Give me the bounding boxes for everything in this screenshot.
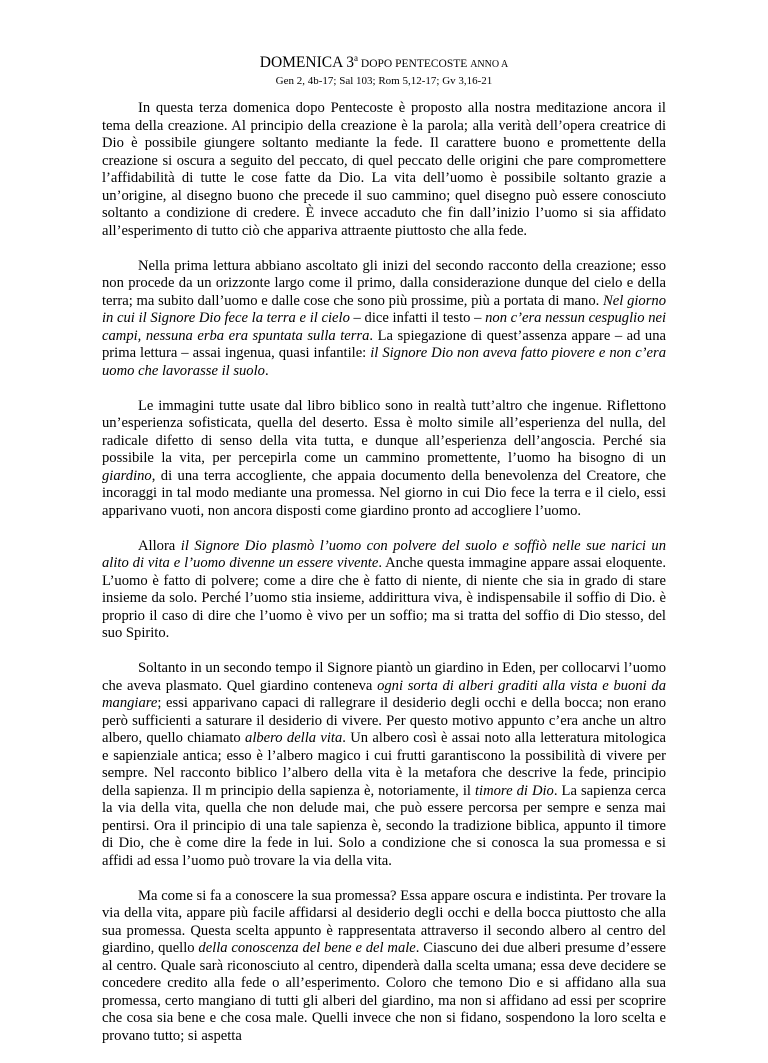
italic-quote: non c’era nessun cespuglio nei campi, nessuna erba era spuntata sulla terra	[102, 310, 667, 344]
paragraph	[102, 398, 666, 521]
title-rest: DOPO PENTECOSTE	[358, 58, 471, 70]
italic-quote: della conoscenza del bene e del male	[198, 940, 416, 956]
italic-quote: giardino	[102, 467, 152, 484]
text-run: . Anche questa immagine appare assai eloquente. L’uomo è fatto di polvere; come a dire che è fatto di niente, di niente che sia in grado di stare insieme da solo. Perché l’uomo stia insieme, addirittura viva, è indispensabile il soffio di Dio. è proprio il caso di dire che l’uomo è vivo per un soffio; ma si tratta del soffio di Dio stesso, del suo Spirito.	[102, 555, 666, 641]
text-run: In questa terza domenica dopo Pentecoste è proposto alla nostra meditazione ancora il tema della creazione. Al principio della creazione è la parola; alla verità dell’opera creatrice di Dio è possibile giungere soltanto mediante la fede. Il carattere buono e promettente della creazione si oscura a seguito del peccato, di quel peccato delle origini che pare compromettere l’affidabilità di tutte le cose fatte da Dio. La vita dell’uomo è possibile soltanto grazie a un’origine, al disegno buono che precede il suo cammino; quel disegno può essere conosciuto soltanto a condizione di credere. È invece accaduto che fin dall’inizio l’uomo si sia affidato all’esperimento di tutto ciò che appariva attraente piuttosto che alla fede.	[102, 100, 666, 239]
text-run: . La sapienza cerca la via della vita, quella che non delude mai, che può essere percorsa per sempre e senza mai pentirsi. Ora il principio di una tale sapienza è, secondo la tradizione biblica, appunto il timore di Dio, che è come dire la fede in lui. Solo a condizione che si conosca la sua promessa e si affidi ad essa l’uomo può trovare la via della vita.	[102, 782, 666, 869]
text-run: .	[264, 362, 269, 379]
title-year: ANNO A	[470, 59, 509, 70]
title-superscript: a	[354, 53, 359, 63]
paragraph	[102, 888, 666, 1046]
text-run: Soltanto in un secondo tempo il Signore piantò un giardino in Eden, per collocarvi l’uomo che aveva plasmato. Quel giardino conteneva	[102, 660, 666, 694]
page-title	[102, 49, 666, 74]
paragraph	[102, 100, 666, 240]
text-run: . Un albero così è assai noto alla letteratura mitologica e sapienziale antica; esso è l’albero magico i cui frutti garantiscono la possibilità di vivere per sempre. Nel racconto biblico l’albero della vita è la metafora che descrive la fede, principio della sapienza. Il m principio della sapienza è, notoriamente, il	[102, 730, 666, 799]
text-run: . La spiegazione di quest’assenza appare – ad una prima lettura – assai ingenua, quasi infantile:	[102, 327, 666, 361]
italic-quote: il Signore Dio plasmò l’uomo con polvere del suolo e soffiò nelle sue narici un alito di vita e l’uomo divenne un essere vivente	[102, 537, 666, 571]
text-run: , di una terra accogliente, che appaia documento della benevolenza del Creatore, che incoraggi in tal modo mediante una promessa. Nel giorno in cui Dio fece la terra e il cielo, essi apparivano vuoti, non ancora disposti come giardino pronto ad accogliere l’uomo.	[102, 467, 666, 519]
text-run: – dice infatti il testo –	[349, 310, 486, 326]
text-run: Ma come si fa a conoscere la sua promessa? Essa appare oscura e indistinta. Per trovare la via della vita, appare più facile affidarsi al desiderio degli occhi e della bocca piuttosto che alla sua promessa. Questa scelta appunto è rappresentata attraverso il secondo albero al centro del giardino, quello	[102, 887, 666, 956]
document-body	[102, 100, 666, 1045]
paragraph	[102, 660, 666, 870]
italic-quote: il Signore Dio non aveva fatto piovere e non c’era uomo che lavorasse il suolo	[102, 345, 666, 379]
text-run: ; essi apparivano capaci di rallegrare il desiderio degli occhi e della bocca; non erano però sufficienti a saturare il desiderio di vivere. Per questo motivo appunto c’era anche un altro albero, quello chiamato	[102, 695, 666, 746]
italic-quote: Nel giorno in cui il Signore Dio fece la terra e il cielo	[102, 292, 666, 326]
title-main: DOMENICA 3	[259, 54, 355, 71]
paragraph	[102, 538, 666, 643]
italic-quote: ogni sorta di alberi graditi alla vista e buoni da mangiare	[102, 677, 666, 711]
text-run: Le immagini tutte usate dal libro biblico sono in realtà tutt’altro che ingenue. Riflettono un’esperienza sofisticata, quella del deserto. Essa è molto simile all’esperienza del nulla, del radicale difetto di senso della vita tutta, e dunque all’esperienza dell’angoscia. Perché sia possibile la vita, per percepirla come un cammino promettente, l’uomo ha bisogno di un	[102, 397, 666, 466]
document-page	[102, 49, 666, 1063]
readings-reference: Gen 2, 4b-17; Sal 103; Rom 5,12-17; Gv 3,16-21	[275, 75, 493, 87]
text-run: Nella prima lettura abbiano ascoltato gli inizi del secondo racconto della creazione; esso non procede da un orizzonte largo come il primo, dalla considerazione dunque del cielo e della terra; ma subito dall’uomo e dalle cose che sono più prossime, più a portata di mano.	[102, 257, 666, 309]
text-run: . Ciascuno dei due alberi presume d’essere al centro. Quale sarà riconosciuto al centro, dipenderà dalla scelta umana; essa deve decidere se concedere credito alla fede o all’esperimento. Coloro che temono Dio e si affidano alla sua promessa, certo mangiano di tutti gli alberi del giardino, ma non si affidano ad essi per scoprire che cosa sia bene e che cosa male. Quelli invece che non si fidano, sospendono la loro scelta e provano tutto; si aspetta	[102, 940, 666, 1044]
italic-quote: albero della vita	[245, 730, 343, 746]
text-run: Allora	[138, 537, 181, 554]
paragraph	[102, 258, 666, 381]
italic-quote: timore di Dio	[474, 782, 554, 799]
